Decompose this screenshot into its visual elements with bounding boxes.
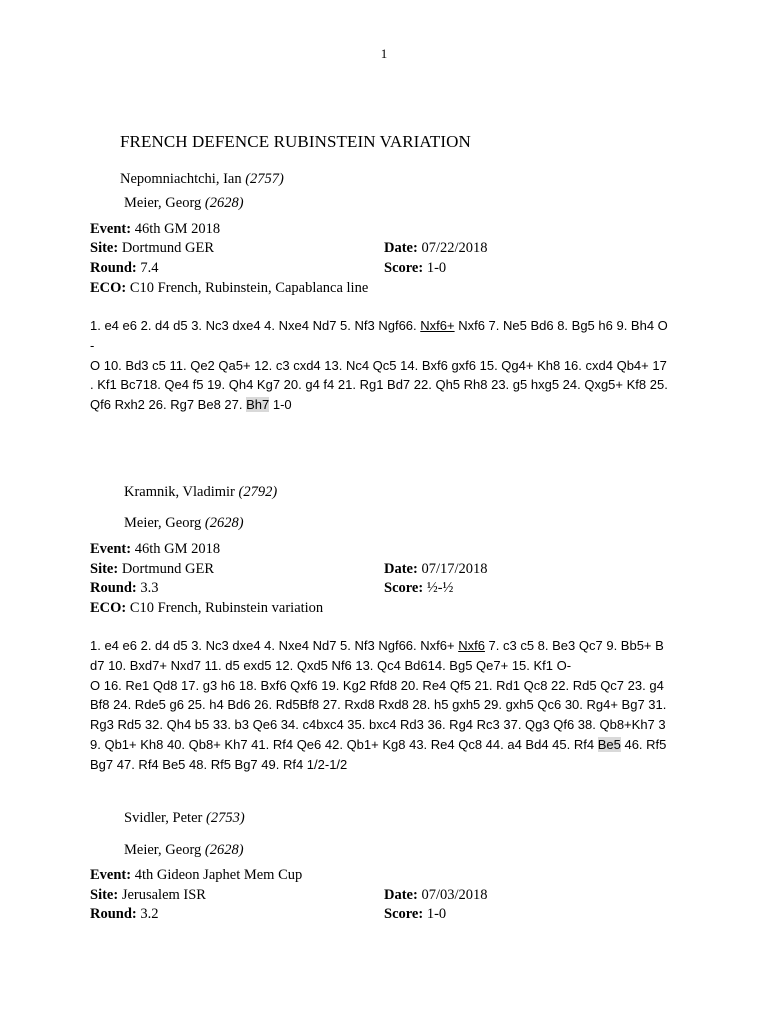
score-label: Score: [384,260,424,276]
site-label: Site: [90,561,119,577]
moves-line [90,316,690,336]
player-rating: (2628) [204,195,244,211]
game1-white-player [120,171,284,188]
moves-text: 7. c3 c5 8. Be3 Qc7 9. Bb5+ B [484,638,664,653]
eco-label: ECO: [90,280,127,296]
site-value: Dortmund GER [121,240,215,256]
game2-moves [90,636,690,775]
round-label: Round: [90,906,137,922]
player-name: Kramnik, Vladimir [124,484,235,500]
score-value: 1-0 [426,906,447,922]
moves-text: Nxf6 7. Ne5 Bd6 8. Bg5 h6 9. Bh4 O [454,318,668,333]
round-value: 3.2 [140,906,159,922]
game3-black-player [124,842,244,859]
round-value: 7.4 [140,260,159,276]
game2-date [384,561,488,578]
moves-line: Bg7 47. Rf4 Be5 48. Rf5 Bg7 49. Rf4 1/2-1/2 [90,756,348,772]
game2-event [90,541,220,558]
moves-line: Rg3 Rd5 32. Qh4 b5 33. b3 Qe6 34. c4bxc4 35. bxc4 Rd3 36. Rg4 Rc3 37. Qg3 Qf6 38. Qb8+Kh7 3 [90,717,666,733]
game1-score [384,260,446,277]
event-value: 46th GM 2018 [134,221,221,237]
event-value: 46th GM 2018 [134,541,221,557]
event-label: Event: [90,221,132,237]
date-value: 07/03/2018 [421,887,488,903]
player-rating: (2757) [245,171,284,187]
game1-moves [90,316,690,415]
game3-round [90,906,159,923]
moves-text: Qf6 Rxh2 26. Rg7 Be8 27. [90,397,247,413]
game2-black-player [124,515,244,532]
event-label: Event: [90,867,132,883]
game1-event [90,221,220,238]
game2-eco [90,600,323,617]
eco-value: C10 French, Rubinstein variation [129,600,324,616]
game2-score [384,580,453,597]
game2-white-player [124,484,277,501]
moves-line: O 10. Bd3 c5 11. Qe2 Qa5+ 12. c3 cxd4 13. Nc4 Qc5 14. Bxf6 gxf6 15. Qg4+ Kh8 16. cxd4 Qb4+ 17 [90,357,667,373]
player-name: Meier, Georg [124,195,202,211]
moves-text: 46. Rf5 [620,736,667,752]
event-value: 4th Gideon Japhet Mem Cup [134,867,303,883]
moves-line: d7 10. Bxd7+ Nxd7 11. d5 exd5 12. Qxd5 Nf6 13. Qc4 Bd614. Bg5 Qe7+ 15. Kf1 O- [90,657,572,673]
page-number: 1 [380,46,388,61]
eco-label: ECO: [90,600,127,616]
moves-text: 1. e4 e6 2. d4 d5 3. Nc3 dxe4 4. Nxe4 Nd7 5. Nf3 Ngf66. [90,318,421,333]
score-label: Score: [384,580,424,596]
moves-line [90,636,690,656]
game1-site [90,240,214,257]
moves-line [90,395,690,415]
game1-eco [90,280,368,297]
underlined-move: Nxf6 [458,638,485,653]
round-label: Round: [90,580,137,596]
site-label: Site: [90,240,119,256]
game3-event [90,867,302,884]
moves-text: 9. Qb1+ Kh8 40. Qb8+ Kh7 41. Rf4 Qe6 42. Qb1+ Kg8 43. Re4 Qc8 44. a4 Bd4 45. Rf4 [90,736,598,752]
score-value: ½-½ [426,580,454,596]
moves-line: O 16. Re1 Qd8 17. g3 h6 18. Bxf6 Qxf6 19. Kg2 Rfd8 20. Re4 Qf5 21. Rd1 Qc8 22. Rd5 Qc7 23. g4 [90,677,664,693]
date-label: Date: [384,887,418,903]
moves-line: Bf8 24. Rde5 g6 25. h4 Bd6 26. Rd5Bf8 27. Rxd8 Rxd8 28. h5 gxh5 29. gxh5 Qc6 30. Rg4+ Bg7 31. [90,697,667,713]
highlighted-move: Be5 [597,736,621,752]
event-label: Event: [90,541,132,557]
game1-date [384,240,488,257]
moves-line [90,735,690,755]
round-label: Round: [90,260,137,276]
moves-text: 1-0 [269,397,292,413]
player-rating: (2753) [205,810,245,826]
game1-round [90,260,159,277]
game2-round [90,580,159,597]
game3-white-player [124,810,245,827]
site-label: Site: [90,887,119,903]
date-label: Date: [384,240,418,256]
date-label: Date: [384,561,418,577]
moves-text: 1. e4 e6 2. d4 d5 3. Nc3 dxe4 4. Nxe4 Nd7 5. Nf3 Ngf66. Nxf6+ [90,638,459,653]
player-rating: (2628) [204,515,244,531]
player-name: Svidler, Peter [124,810,203,826]
site-value: Dortmund GER [121,561,215,577]
date-value: 07/22/2018 [421,240,488,256]
score-label: Score: [384,906,424,922]
player-rating: (2628) [204,842,244,858]
date-value: 07/17/2018 [421,561,488,577]
site-value: Jerusalem ISR [121,887,206,903]
round-value: 3.3 [140,580,159,596]
game3-date [384,887,488,904]
score-value: 1-0 [426,260,447,276]
game1-black-player [124,195,244,212]
moves-line: - [90,337,95,353]
game3-score [384,906,446,923]
player-name: Meier, Georg [124,842,202,858]
player-rating: (2792) [238,484,278,500]
game3-site [90,887,206,904]
game2-site [90,561,214,578]
highlighted-move: Bh7 [246,397,270,413]
player-name: Nepomniachtchi, Ian [120,171,242,187]
eco-value: C10 French, Rubinstein, Capablanca line [129,280,369,296]
document-title: FRENCH DEFENCE RUBINSTEIN VARIATION [120,132,471,151]
player-name: Meier, Georg [124,515,202,531]
moves-line: . Kf1 Bc718. Qe4 f5 19. Qh4 Kg7 20. g4 f4 21. Rg1 Bd7 22. Qh5 Rh8 23. g5 hxg5 24. Qxg5+ Kf8 25. [90,377,668,393]
underlined-move: Nxf6+ [420,318,455,333]
